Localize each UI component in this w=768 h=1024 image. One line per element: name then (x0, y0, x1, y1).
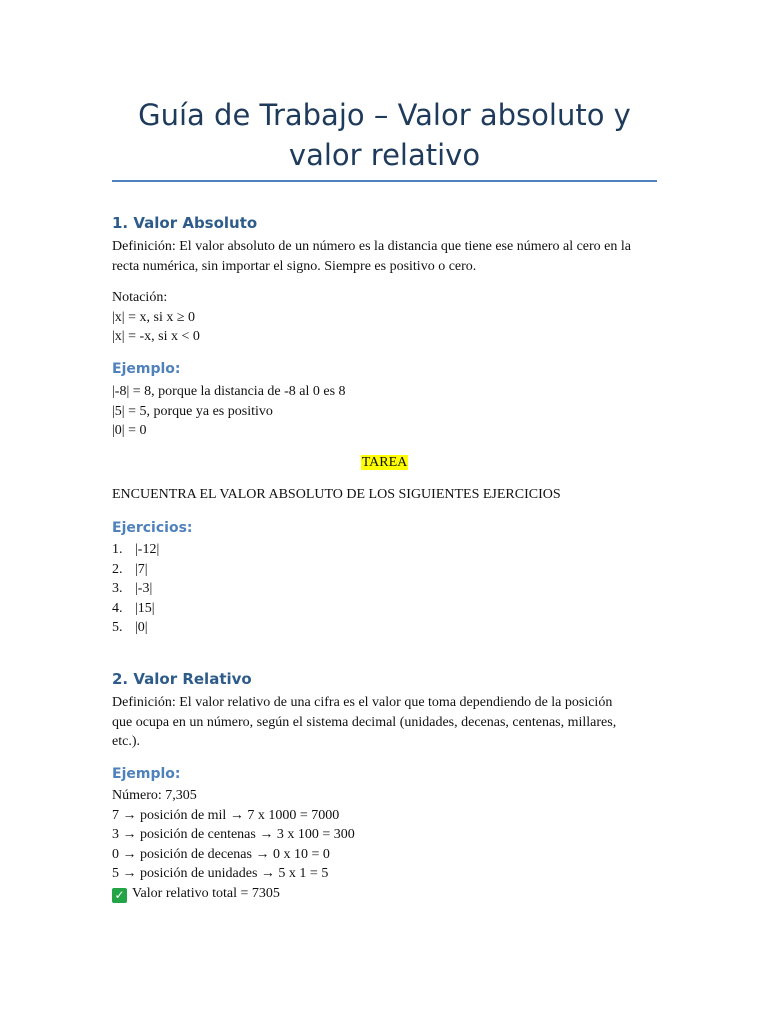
list-item (112, 579, 159, 599)
absolute-value-definition (112, 237, 657, 276)
definition-line: Definición: El valor absoluto de un número es la distancia que tiene ese número al cero en la (112, 239, 631, 254)
section-heading-valor-relativo: 2. Valor Relativo (112, 670, 252, 688)
exercise-text: |0| (135, 620, 148, 635)
check-mark-icon: ✓ (112, 888, 127, 903)
exercise-text: |-12| (135, 542, 160, 557)
page-title: Guía de Trabajo – Valor absoluto y valor relativo (138, 98, 631, 172)
homework-label-row (112, 453, 657, 473)
homework-label: TAREA (361, 455, 408, 470)
list-item (112, 560, 159, 580)
example-line: 7 → posición de mil → 7 x 1000 = 7000 (112, 807, 340, 823)
total-line (112, 884, 657, 904)
exercises-heading: Ejercicios: (112, 520, 193, 536)
relative-value-definition (112, 693, 657, 752)
exercise-text: |7| (135, 561, 148, 577)
list-item (112, 618, 159, 638)
absolute-value-examples (112, 382, 657, 441)
list-number: 5. (112, 620, 123, 635)
exercise-instruction: ENCUENTRA EL VALOR ABSOLUTO DE LOS SIGUIENTES EJERCICIOS (112, 487, 561, 502)
example-line: 5 → posición de unidades → 5 x 1 = 5 (112, 866, 329, 881)
exercise-text: |-3| (135, 581, 153, 596)
example-heading: Ejemplo: (112, 766, 181, 782)
exercise-text: |15| (135, 600, 155, 616)
example-heading: Ejemplo: (112, 361, 181, 377)
list-number: 2. (112, 561, 123, 577)
example-line: |-8| = 8, porque la distancia de -8 al 0 es 8 (112, 384, 346, 399)
list-item (112, 599, 159, 619)
notation-label: Notación: (112, 290, 168, 305)
notation-rule: |x| = x, si x ≥ 0 (112, 309, 196, 325)
notation-rule: |x| = -x, si x < 0 (112, 329, 200, 344)
definition-line: Definición: El valor relativo de una cifra es el valor que toma dependiendo de la posición (112, 695, 613, 710)
definition-line: etc.). (112, 734, 140, 749)
list-item (112, 540, 159, 560)
list-number: 1. (112, 542, 123, 557)
total-text: Valor relativo total = 7305 (132, 885, 280, 901)
title-divider (112, 180, 657, 182)
definition-line: recta numérica, sin importar el signo. Siempre es positivo o cero. (112, 258, 477, 274)
list-number: 4. (112, 600, 123, 616)
example-line: |0| = 0 (112, 423, 147, 438)
example-line: 0 → posición de decenas → 0 x 10 = 0 (112, 846, 330, 862)
exercise-list (112, 540, 159, 638)
example-line: |5| = 5, porque ya es positivo (112, 403, 273, 419)
relative-value-example (112, 786, 657, 903)
section-heading-valor-absoluto: 1. Valor Absoluto (112, 214, 258, 232)
example-line: 3 → posición de centenas → 3 x 100 = 300 (112, 827, 355, 842)
list-number: 3. (112, 581, 123, 596)
example-line: Número: 7,305 (112, 788, 197, 803)
definition-line: que ocupa en un número, según el sistema decimal (unidades, decenas, centenas, millares, (112, 714, 617, 730)
notation-block (112, 288, 657, 347)
